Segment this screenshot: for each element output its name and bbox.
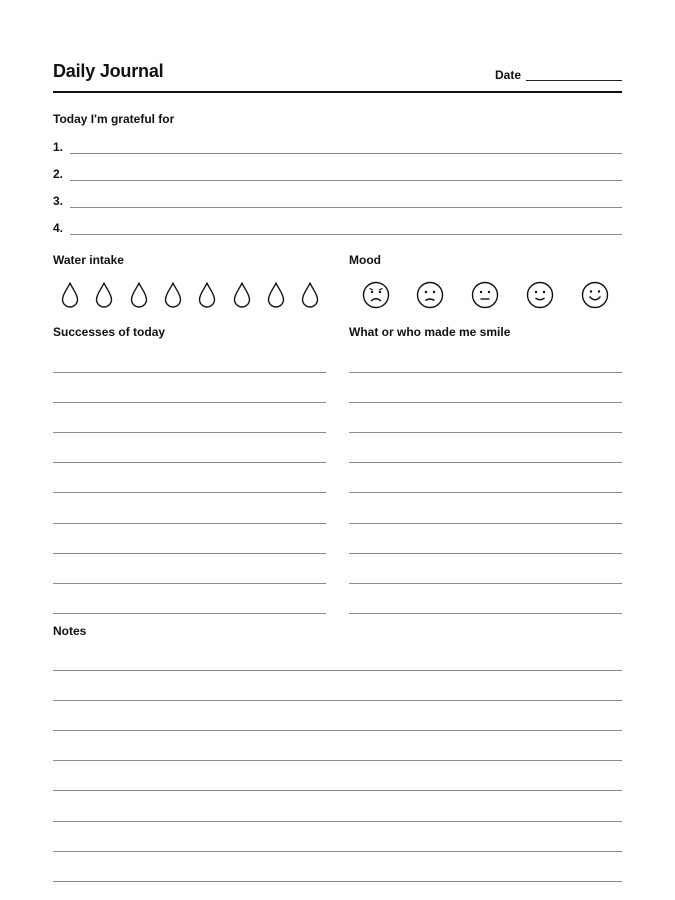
notes-write-line[interactable] [53,760,622,761]
smile-write-line[interactable] [349,583,622,584]
successes-write-line[interactable] [53,402,326,403]
water-drop-icon[interactable] [127,281,151,309]
notes-write-line[interactable] [53,821,622,822]
notes-write-line[interactable] [53,730,622,731]
header-divider [53,91,622,93]
water-drop-icon[interactable] [230,281,254,309]
date-label: Date [495,68,522,82]
water-drop-icon[interactable] [264,281,288,309]
successes-write-line[interactable] [53,462,326,463]
happy-face-icon[interactable] [525,280,555,310]
water-drop-icon[interactable] [298,281,322,309]
successes-label: Successes of today [53,325,166,339]
neutral-face-icon[interactable] [470,280,500,310]
very-sad-face-icon[interactable] [361,280,391,310]
water-drop-icon[interactable] [92,281,116,309]
smile-write-line[interactable] [349,613,622,614]
grateful-label: Today I'm grateful for [53,112,175,126]
successes-write-line[interactable] [53,492,326,493]
mood-label: Mood [349,253,381,267]
grateful-number-3: 3. [53,194,64,208]
notes-write-line[interactable] [53,700,622,701]
smile-label: What or who made me smile [349,325,511,339]
water-intake-label: Water intake [53,253,124,267]
smile-write-line[interactable] [349,462,622,463]
smile-write-line[interactable] [349,523,622,524]
water-drop-icon[interactable] [195,281,219,309]
notes-write-line[interactable] [53,670,622,671]
grateful-number-2: 2. [53,167,64,181]
successes-write-line[interactable] [53,583,326,584]
successes-write-line[interactable] [53,553,326,554]
notes-write-line[interactable] [53,881,622,882]
smile-write-line[interactable] [349,432,622,433]
smile-write-line[interactable] [349,402,622,403]
sad-face-icon[interactable] [415,280,445,310]
smile-write-line[interactable] [349,553,622,554]
grateful-line-3[interactable] [70,207,622,208]
successes-write-line[interactable] [53,523,326,524]
water-drop-icon[interactable] [161,281,185,309]
page-title: Daily Journal [53,61,164,81]
grateful-number-4: 4. [53,221,64,235]
smile-write-line[interactable] [349,372,622,373]
grateful-line-4[interactable] [70,234,622,235]
notes-write-line[interactable] [53,851,622,852]
notes-label: Notes [53,624,87,638]
grateful-line-2[interactable] [70,180,622,181]
smile-write-line[interactable] [349,492,622,493]
grateful-number-1: 1. [53,140,64,154]
successes-write-line[interactable] [53,613,326,614]
notes-write-line[interactable] [53,790,622,791]
grateful-line-1[interactable] [70,153,622,154]
water-drop-icon[interactable] [58,281,82,309]
successes-write-line[interactable] [53,372,326,373]
very-happy-face-icon[interactable] [580,280,610,310]
successes-write-line[interactable] [53,432,326,433]
date-input-line[interactable] [526,80,622,81]
